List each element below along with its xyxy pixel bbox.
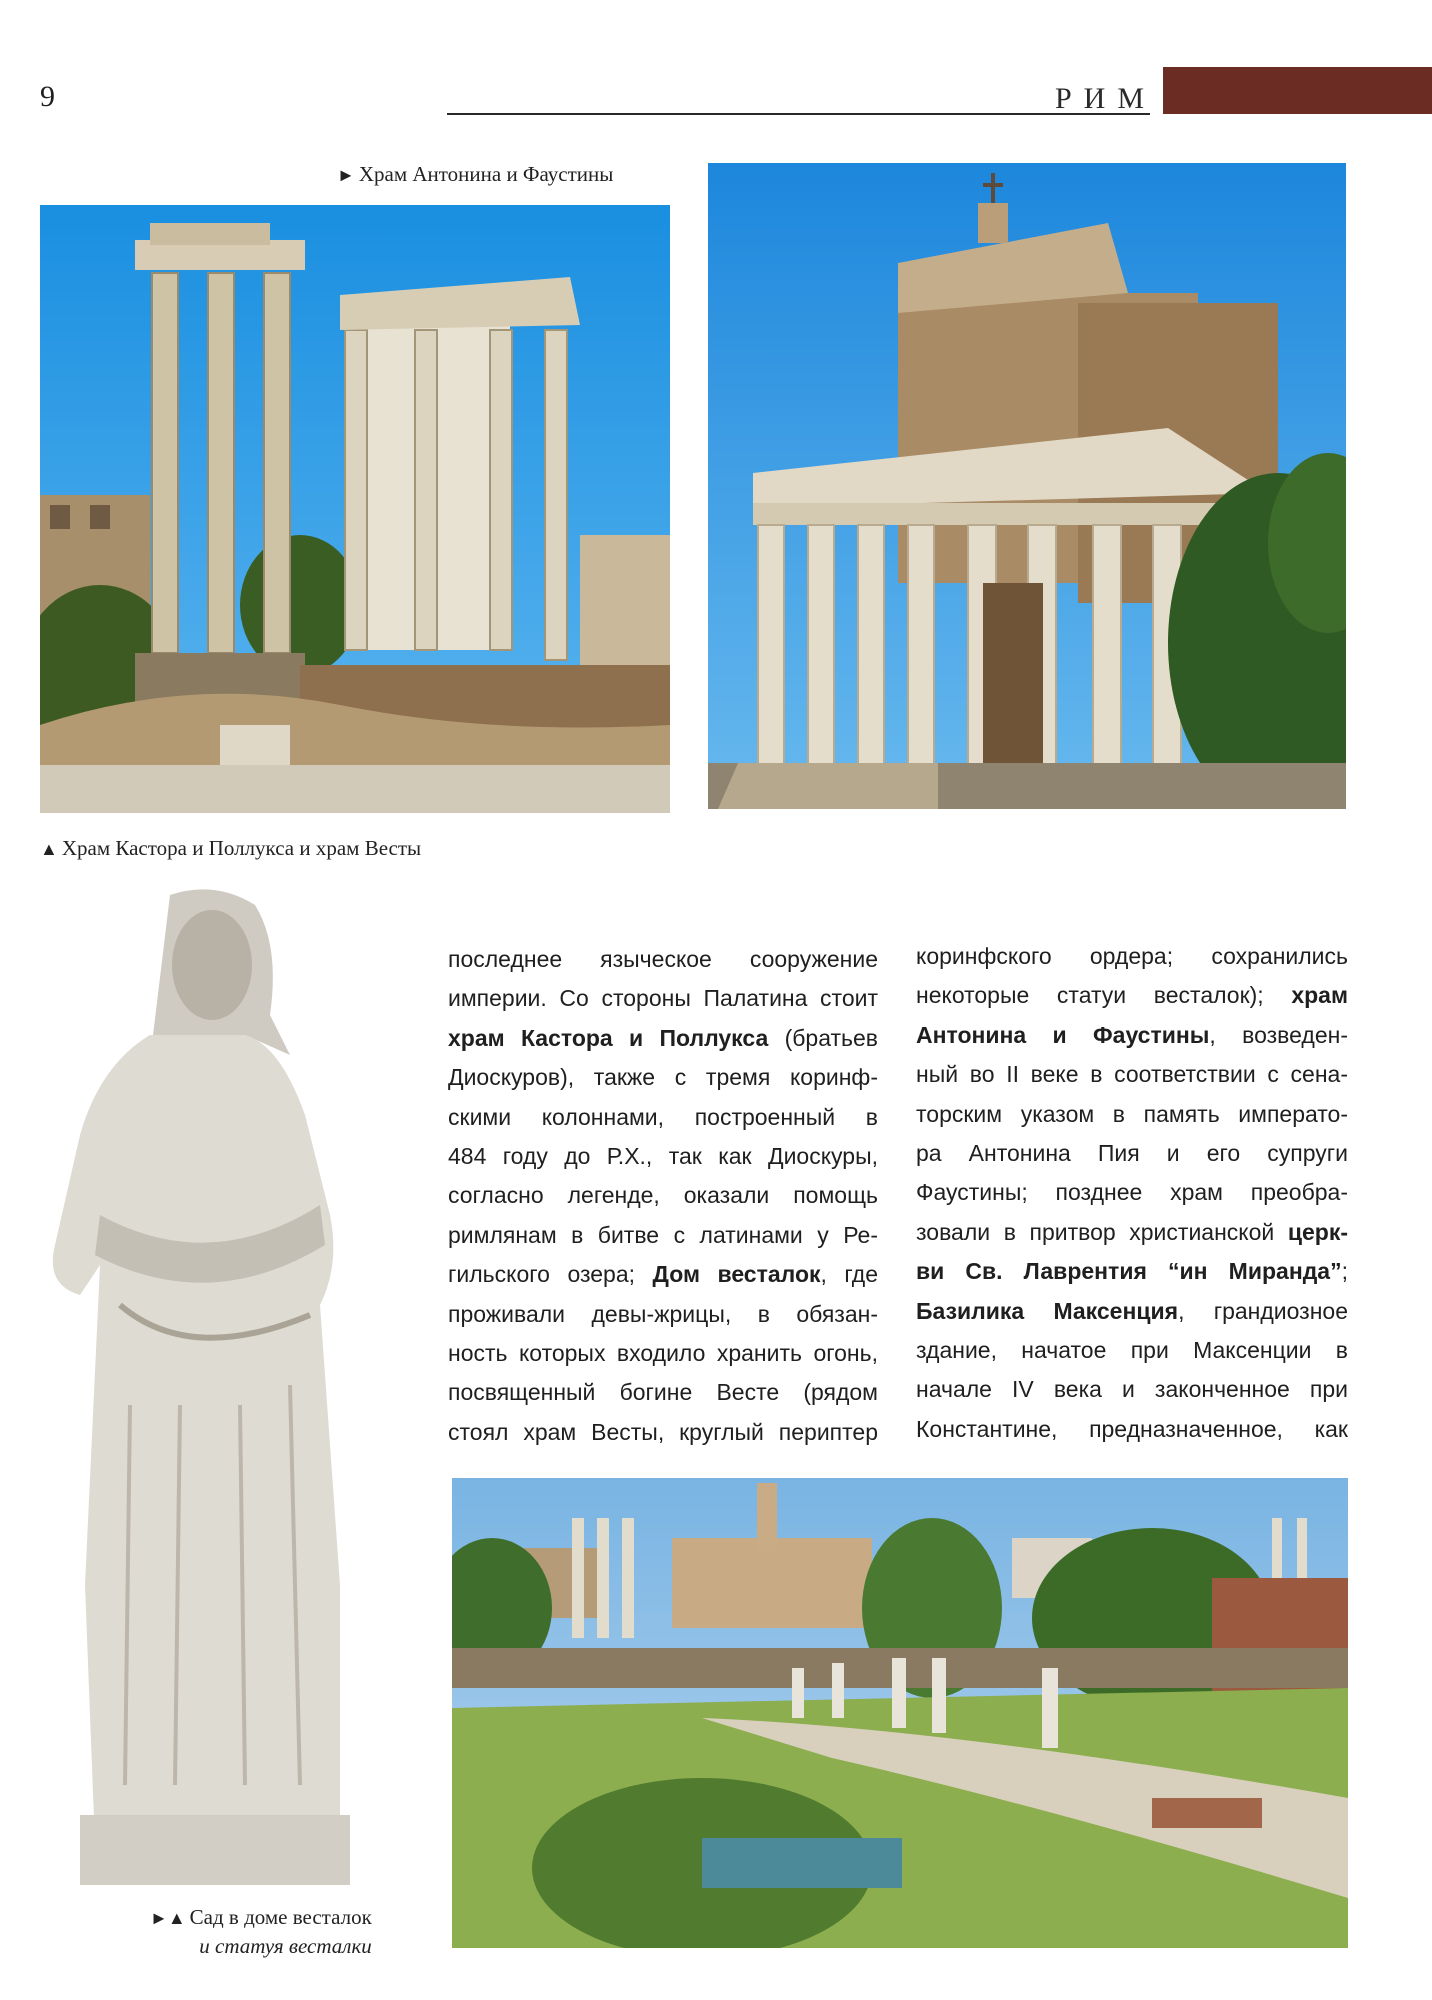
text-run: ; bbox=[1341, 1258, 1348, 1285]
bold-text-run: Базилика Максенция bbox=[916, 1297, 1179, 1324]
text-line bbox=[448, 1176, 878, 1215]
text-run: (братьев bbox=[768, 1024, 878, 1051]
text-run: зовали в притвор христианской bbox=[916, 1218, 1288, 1245]
text-run: империи. Со стороны Палатина стоит bbox=[448, 985, 878, 1012]
text-run: , где bbox=[820, 1261, 878, 1288]
text-run: , возведен- bbox=[1209, 1021, 1348, 1048]
caption-antonino-temple bbox=[337, 162, 613, 187]
text-line bbox=[916, 1292, 1348, 1331]
bold-text-run: ви Св. Лаврентия “ин Миранда” bbox=[916, 1258, 1342, 1285]
text-line bbox=[916, 1173, 1348, 1212]
text-run: Константине, предназначенное, как bbox=[916, 1415, 1348, 1442]
text-run: начале IV века и законченное при bbox=[916, 1376, 1348, 1403]
text-line bbox=[916, 937, 1348, 976]
text-line bbox=[448, 1413, 878, 1452]
text-line bbox=[916, 1213, 1348, 1252]
text-run: римлянам в битве с латинами у Ре- bbox=[448, 1221, 878, 1248]
text-line bbox=[448, 1334, 878, 1373]
text-run: некоторые статуи весталок); bbox=[916, 982, 1292, 1009]
text-run: ность которых входило хранить огонь, bbox=[448, 1339, 878, 1366]
caption-castor-vesta-temples bbox=[40, 836, 421, 861]
text-line bbox=[448, 1098, 878, 1137]
bold-text-run: Антонина и Фаустины bbox=[916, 1021, 1210, 1048]
text-line bbox=[916, 1252, 1348, 1291]
caption-text: Храм Кастора и Поллукса и храм Весты bbox=[61, 836, 422, 860]
photo-vestal-statue bbox=[40, 885, 390, 1885]
text-line bbox=[916, 1055, 1348, 1094]
arrow-up-icon: ▲ bbox=[40, 839, 58, 859]
bold-text-run: храм bbox=[1291, 982, 1348, 1009]
text-run: согласно легенде, оказали помощь bbox=[448, 1182, 878, 1209]
header-accent-bar bbox=[1163, 67, 1432, 114]
bold-text-run: храм Кастора и Поллукса bbox=[448, 1024, 769, 1051]
text-line bbox=[448, 1019, 878, 1058]
text-line bbox=[916, 1331, 1348, 1370]
text-line bbox=[916, 1134, 1348, 1173]
text-line bbox=[448, 940, 878, 979]
body-text-right-column bbox=[916, 937, 1348, 1449]
text-line bbox=[448, 1216, 878, 1255]
text-run: гильского озера; bbox=[448, 1261, 653, 1288]
bold-text-run: церк- bbox=[1287, 1218, 1348, 1245]
text-run: скими колоннами, построенный в bbox=[448, 1103, 878, 1130]
text-run: ный во II веке в соответствии с сена- bbox=[916, 1061, 1348, 1088]
caption-line-1: ►▲ Сад в доме весталок bbox=[150, 1905, 372, 1929]
text-run: здание, начатое при Максенции в bbox=[916, 1336, 1348, 1363]
photo-castor-vesta-temples bbox=[40, 205, 670, 813]
text-line bbox=[916, 1410, 1348, 1449]
caption-text: Храм Антонина и Фаустины bbox=[358, 162, 614, 186]
text-run: проживали девы-жрицы, в обязан- bbox=[448, 1300, 878, 1327]
text-run: Диоскуров), также с тремя коринф- bbox=[448, 1064, 878, 1091]
text-run: коринфского ордера; сохранились bbox=[916, 943, 1348, 969]
text-line bbox=[448, 1373, 878, 1412]
text-run: Фаустины; позднее храм преобра- bbox=[916, 1179, 1348, 1206]
photo-house-of-vestals-garden bbox=[452, 1478, 1348, 1948]
text-line bbox=[448, 1137, 878, 1176]
header-rule bbox=[447, 113, 1150, 115]
text-run: 484 году до Р.Х., так как Диоскуры, bbox=[448, 1142, 878, 1169]
page-number: 9 bbox=[40, 80, 55, 113]
text-run: , грандиозное bbox=[1178, 1297, 1348, 1324]
text-run: стоял храм Весты, круглый периптер bbox=[448, 1418, 878, 1445]
text-run: ра Антонина Пия и его супруги bbox=[916, 1139, 1348, 1166]
arrow-right-up-icon: ►▲ bbox=[150, 1908, 186, 1928]
section-title: РИМ bbox=[1055, 82, 1157, 115]
text-line bbox=[448, 1058, 878, 1097]
photo-antonino-faustina-temple bbox=[708, 163, 1346, 809]
text-line bbox=[448, 979, 878, 1018]
text-line bbox=[916, 976, 1348, 1015]
caption-vestals-garden-statue bbox=[150, 1903, 372, 1960]
text-line bbox=[448, 1255, 878, 1294]
text-run: последнее языческое сооружение bbox=[448, 946, 878, 972]
caption-line-2: и статуя весталки bbox=[199, 1934, 372, 1958]
text-run: торским указом в память императо- bbox=[916, 1100, 1348, 1127]
text-run: посвященный богине Весте (рядом bbox=[448, 1379, 878, 1406]
arrow-right-icon: ► bbox=[337, 165, 355, 185]
text-line bbox=[448, 1295, 878, 1334]
body-text-left-column bbox=[448, 940, 878, 1452]
text-line bbox=[916, 1095, 1348, 1134]
text-line bbox=[916, 1370, 1348, 1409]
text-line bbox=[916, 1016, 1348, 1055]
bold-text-run: Дом весталок bbox=[652, 1261, 821, 1288]
